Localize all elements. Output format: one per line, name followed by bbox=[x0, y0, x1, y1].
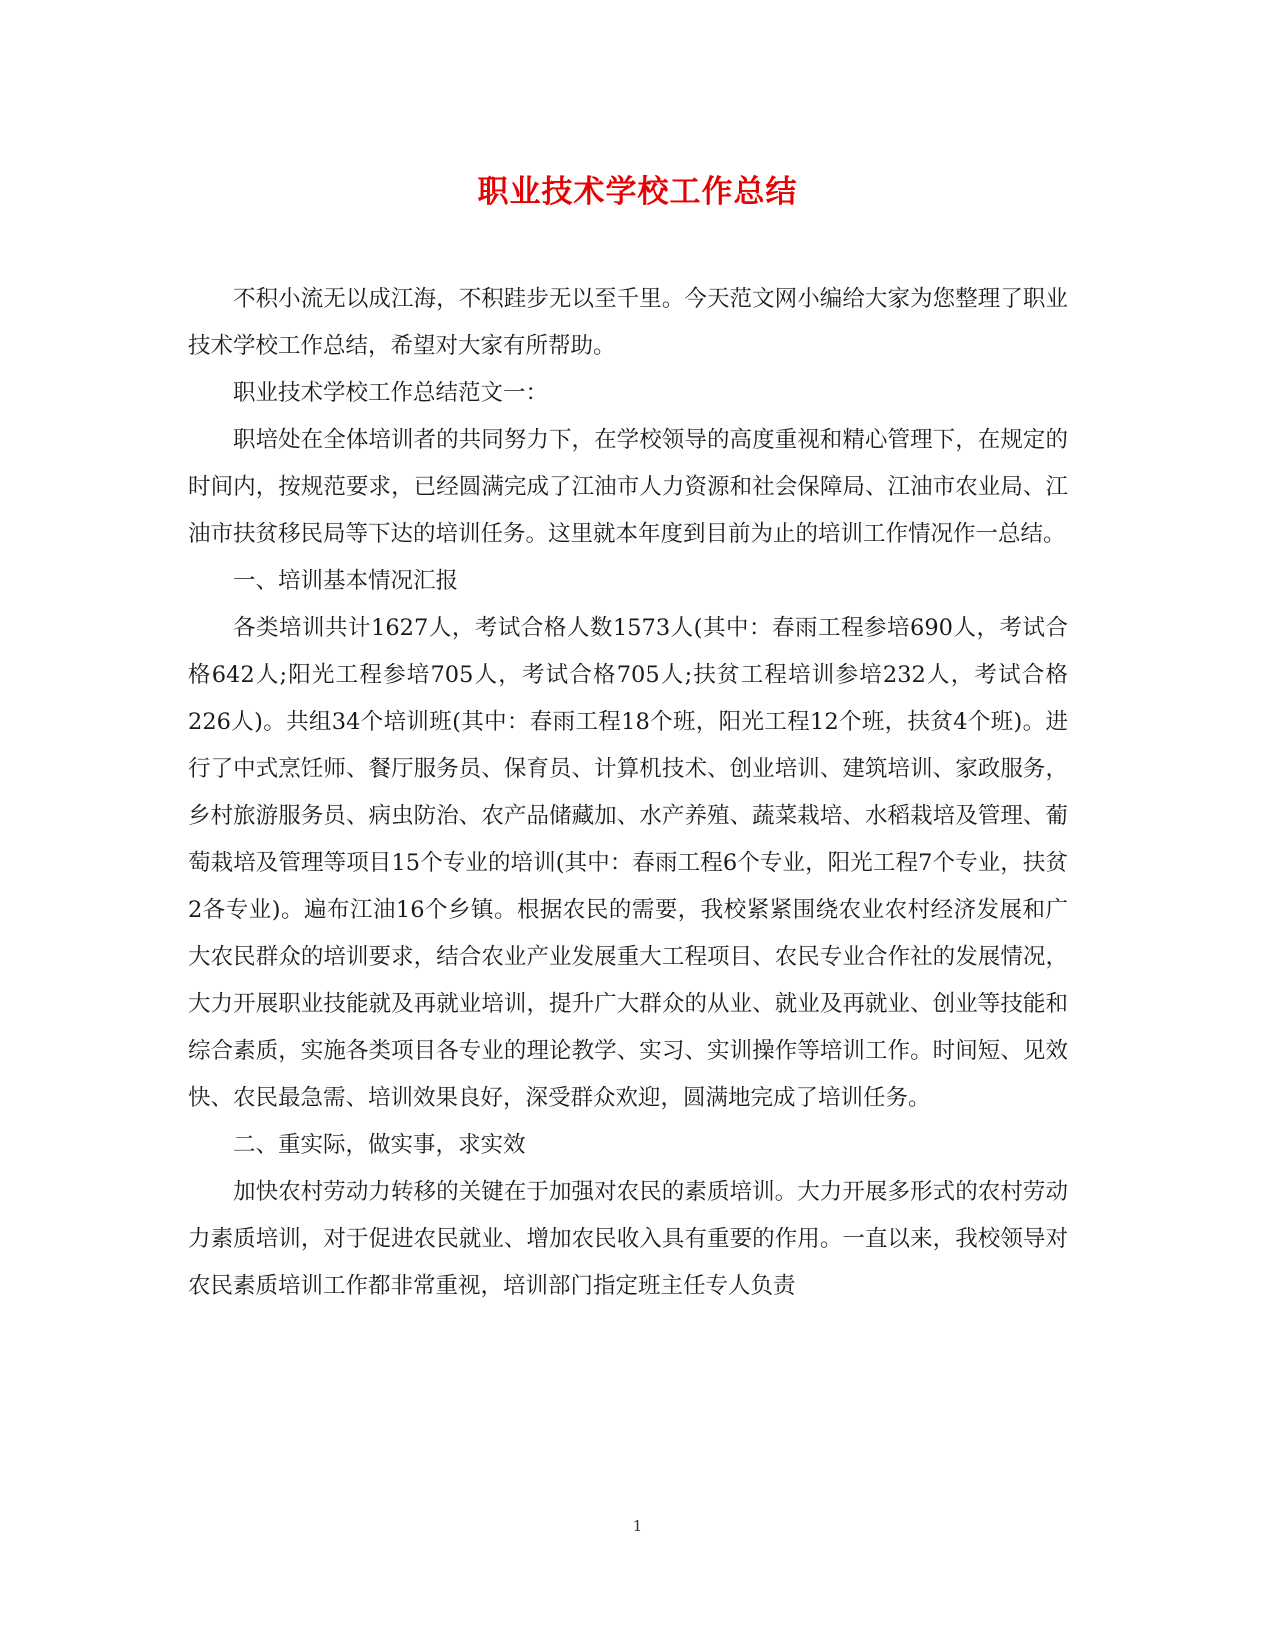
paragraph-intro: 不积小流无以成江海，不积跬步无以至千里。今天范文网小编给大家为您整理了职业技术学校工作总结，希望对大家有所帮助。 bbox=[188, 286, 1068, 359]
paragraph-sample-heading: 职业技术学校工作总结范文一： bbox=[233, 380, 549, 406]
paragraph-practical: 加快农村劳动力转移的关键在于加强对农民的素质培训。大力开展多形式的农村劳动力素质培训，对于促进农民就业、增加农民收入具有重要的作用。一直以来，我校领导对农民素质培训工作都非常重视，培训部门指定班主任专人负责 bbox=[188, 1179, 1068, 1299]
paragraph-training-stats: 各类培训共计1627人，考试合格人数1573人(其中：春雨工程参培690人，考试合格642人;阳光工程参培705人，考试合格705人;扶贫工程培训参培232人，考试合格226人)。共组34个培训班(其中：春雨工程18个班，阳光工程12个班，扶贫4个班)。进行了中式烹饪师、餐厅服务员、保育员、计算机技术、创业培训、建筑培训、家政服务，乡村旅游服务员、病虫防治、农产品储藏加、水产养殖、蔬菜栽培、水稻栽培及管理、葡萄栽培及管理等项目15个专业的培训(其中：春雨工程6个专业，阳光工程7个专业，扶贫2各专业)。遍布江油16个乡镇。根据农民的需要，我校紧紧围绕农业农村经济发展和广大农民群众的培训要求，结合农业产业发展重大工程项目、农民专业合作社的发展情况，大力开展职业技能就及再就业培训，提升广大群众的从业、就业及再就业、创业等技能和综合素质，实施各类项目各专业的理论教学、实习、实训操作等培训工作。时间短、见效快、农民最急需、培训效果良好，深受群众欢迎，圆满地完成了培训任务。 bbox=[188, 615, 1068, 1111]
section-heading-1: 一、培训基本情况汇报 bbox=[233, 568, 459, 594]
section-heading-2: 二、重实际，做实事，求实效 bbox=[233, 1132, 526, 1158]
document-body bbox=[188, 276, 1068, 1310]
page-number: 1 bbox=[632, 1517, 643, 1535]
document-title: 职业技术学校工作总结 bbox=[477, 174, 798, 210]
paragraph-overview: 职培处在全体培训者的共同努力下，在学校领导的高度重视和精心管理下，在规定的时间内，按规范要求，已经圆满完成了江油市人力资源和社会保障局、江油市农业局、江油市扶贫移民局等下达的培训任务。这里就本年度到目前为止的培训工作情况作一总结。 bbox=[188, 427, 1068, 547]
